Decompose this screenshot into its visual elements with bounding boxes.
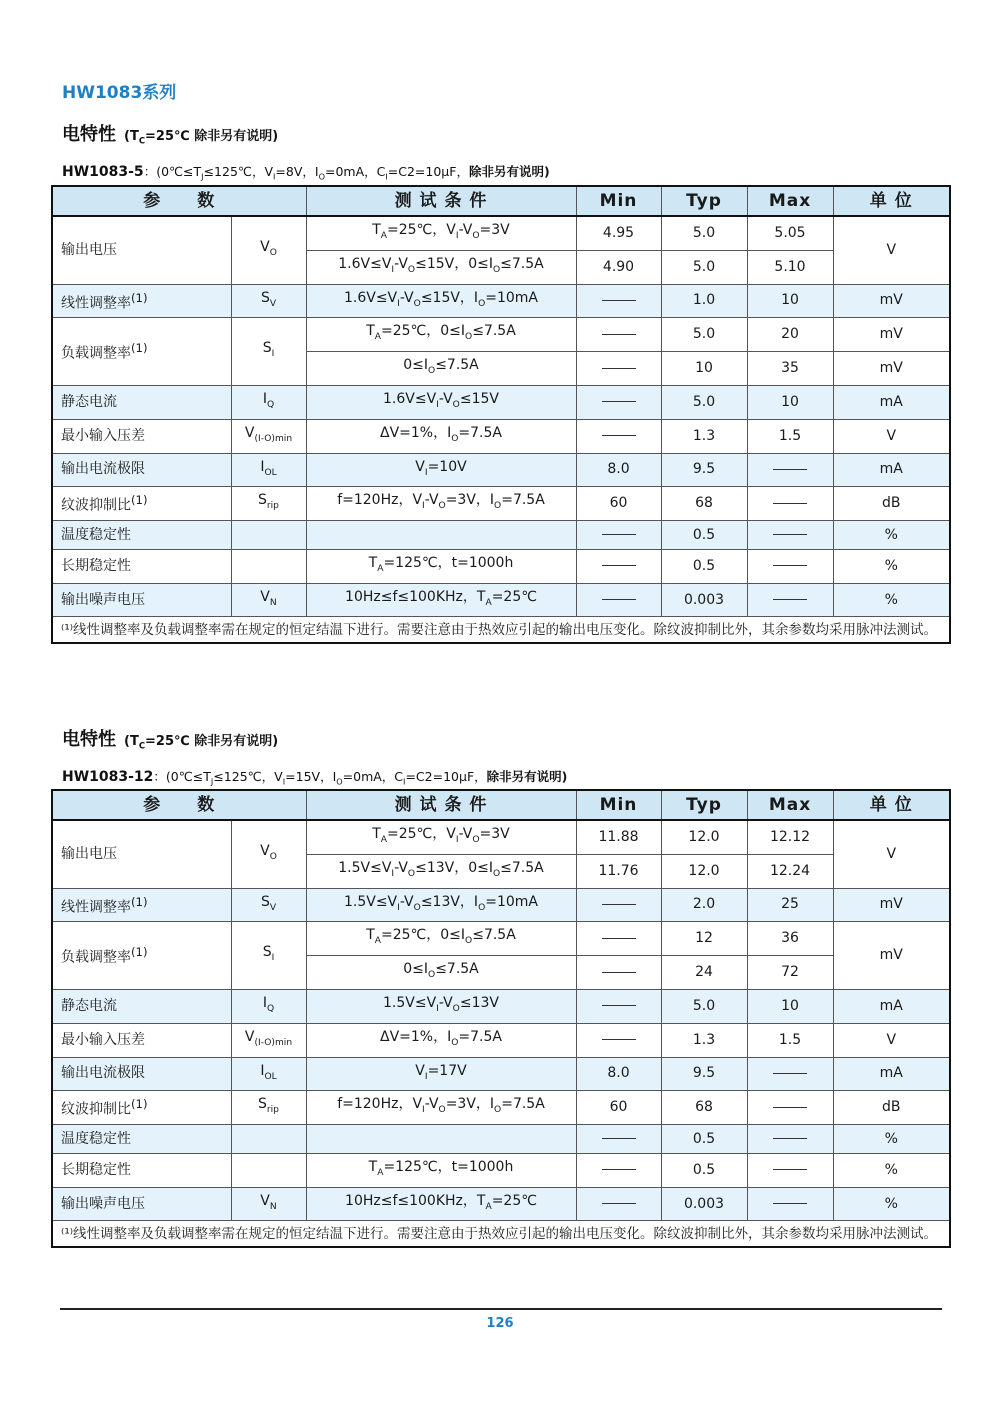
value-min <box>576 956 661 990</box>
value-max: 10 <box>747 385 833 419</box>
conditions-note: 除非另有说明) <box>486 769 568 784</box>
test-condition: $0\le I_O\le 7.5A$ <box>306 956 576 990</box>
table-row <box>52 820 950 854</box>
value-max: 72 <box>747 956 833 990</box>
unit: mV <box>833 318 950 352</box>
value-typ: 2.0 <box>661 888 747 922</box>
param-symbol: $V_O$ <box>231 216 306 284</box>
dash-mark <box>602 300 636 301</box>
value-max: 35 <box>747 352 833 386</box>
value-typ: 1.3 <box>661 1023 747 1057</box>
value-typ: 68 <box>661 487 747 521</box>
value-max: 5.10 <box>747 250 833 284</box>
value-typ: 5.0 <box>661 250 747 284</box>
param-symbol <box>231 521 306 550</box>
value-typ: 5.0 <box>661 989 747 1023</box>
test-condition: $1.5V\le V_I-V_O\le 13V$，$0\le I_O\le 7.5A$ <box>306 854 576 888</box>
test-condition: $T_A=25℃$，$0\le I_O\le 7.5A$ <box>306 922 576 956</box>
value-typ: 0.003 <box>661 583 747 617</box>
value-max: 12.12 <box>747 820 833 854</box>
param-name: 静态电流 <box>52 989 231 1023</box>
value-typ: 12.0 <box>661 854 747 888</box>
param-symbol: $S_{rip}$ <box>231 1091 306 1125</box>
unit: mA <box>833 989 950 1023</box>
value-max <box>747 583 833 617</box>
value-min <box>576 888 661 922</box>
unit: mV <box>833 284 950 318</box>
table-row <box>52 1057 950 1091</box>
value-min: 8.0 <box>576 453 661 487</box>
header-min: Min <box>576 186 661 216</box>
header-param: 参 数 <box>52 790 306 820</box>
value-typ: 12.0 <box>661 820 747 854</box>
test-condition: $T_A=25℃$，$V_I-V_O=3V$ <box>306 216 576 250</box>
value-max: 36 <box>747 922 833 956</box>
value-min <box>576 549 661 583</box>
dash-mark <box>602 938 636 939</box>
table-row <box>52 453 950 487</box>
param-symbol: $V_{(I-O)min}$ <box>231 1023 306 1057</box>
table-header-row <box>52 790 950 820</box>
table-row <box>52 583 950 617</box>
value-typ: 0.5 <box>661 521 747 550</box>
unit: % <box>833 521 950 550</box>
unit: % <box>833 549 950 583</box>
value-min: 11.76 <box>576 854 661 888</box>
param-name: 输出电流极限 <box>52 1057 231 1091</box>
param-name: 温度稳定性 <box>52 1125 231 1154</box>
test-condition: $T_A=125℃$，t=1000h <box>306 1153 576 1187</box>
param-symbol: $S_V$ <box>231 888 306 922</box>
value-min <box>576 1187 661 1221</box>
table-header-row <box>52 186 950 216</box>
test-condition: $1.6V\le V_I-V_O\le 15V$，$I_O=10mA$ <box>306 284 576 318</box>
value-typ: 24 <box>661 956 747 990</box>
table-row <box>52 549 950 583</box>
section-title-text: 电特性 <box>62 729 116 750</box>
table-row <box>52 1153 950 1187</box>
param-name: 输出电压 <box>52 216 231 284</box>
table-row <box>52 487 950 521</box>
dash-mark <box>773 1073 807 1074</box>
value-min <box>576 521 661 550</box>
dash-mark <box>602 435 636 436</box>
param-symbol: $I_{OL}$ <box>231 453 306 487</box>
section-title <box>62 725 278 751</box>
value-min: 4.95 <box>576 216 661 250</box>
dash-mark <box>773 1203 807 1204</box>
value-typ: 0.5 <box>661 549 747 583</box>
series-title: HW1083系列 <box>62 83 177 103</box>
param-name: 输出电压 <box>52 820 231 888</box>
dash-mark <box>602 368 636 369</box>
header-conditions: 测 试 条 件 <box>306 790 576 820</box>
table-row <box>52 1023 950 1057</box>
dash-mark <box>773 534 807 535</box>
table-row <box>52 216 950 250</box>
unit: dB <box>833 1091 950 1125</box>
value-max <box>747 1153 833 1187</box>
param-name: 长期稳定性 <box>52 549 231 583</box>
unit: mA <box>833 453 950 487</box>
value-max <box>747 521 833 550</box>
header-max: Max <box>747 790 833 820</box>
dash-mark <box>773 469 807 470</box>
unit: % <box>833 583 950 617</box>
header-unit: 单 位 <box>833 186 950 216</box>
test-condition: $1.6V\le V_I-V_O\le 15V$ <box>306 385 576 419</box>
param-symbol: $I_{OL}$ <box>231 1057 306 1091</box>
value-min <box>576 1125 661 1154</box>
footnote-row <box>52 617 950 644</box>
param-name: 输出电流极限 <box>52 453 231 487</box>
param-symbol: $V_N$ <box>231 1187 306 1221</box>
spec-table-hw1083-5 <box>51 185 951 644</box>
value-typ: 12 <box>661 922 747 956</box>
value-max <box>747 1125 833 1154</box>
unit: dB <box>833 487 950 521</box>
value-typ: 10 <box>661 352 747 386</box>
value-min <box>576 284 661 318</box>
header-min: Min <box>576 790 661 820</box>
dash-mark <box>602 401 636 402</box>
unit: % <box>833 1125 950 1154</box>
value-min: 8.0 <box>576 1057 661 1091</box>
value-min <box>576 583 661 617</box>
param-symbol: $V_O$ <box>231 820 306 888</box>
test-condition: $1.5V\le V_I-V_O\le 13V$，$I_O=10mA$ <box>306 888 576 922</box>
test-condition: $0\le I_O\le 7.5A$ <box>306 352 576 386</box>
param-name: 最小输入压差 <box>52 419 231 453</box>
footnote: ⁽¹⁾线性调整率及负载调整率需在规定的恒定结温下进行。需要注意由于热效应引起的输出电压变化。除纹波抑制比外，其余参数均采用脉冲法测试。 <box>52 1221 950 1248</box>
dash-mark <box>602 534 636 535</box>
header-unit: 单 位 <box>833 790 950 820</box>
unit: mV <box>833 888 950 922</box>
param-name: 最小输入压差 <box>52 1023 231 1057</box>
test-condition: $V_I=17V$ <box>306 1057 576 1091</box>
param-symbol: $S_{rip}$ <box>231 487 306 521</box>
param-name: 线性调整率$^{(1)}$ <box>52 284 231 318</box>
dash-mark <box>773 565 807 566</box>
dash-mark <box>773 1107 807 1108</box>
table-row <box>52 1125 950 1154</box>
model-name: HW1083-5 <box>62 164 144 180</box>
param-symbol <box>231 549 306 583</box>
table-row <box>52 888 950 922</box>
conditions-text: ：($0℃\le T_J\le 125℃$，$V_I=8V$，$I_O=0mA$，$C_I=C2=10\mu F$， <box>143 164 469 182</box>
table-row <box>52 284 950 318</box>
table-row <box>52 385 950 419</box>
unit: V <box>833 216 950 284</box>
conditions-note: 除非另有说明) <box>468 164 550 179</box>
dash-mark <box>602 972 636 973</box>
test-condition: ΔV=1%，$I_O=7.5A$ <box>306 419 576 453</box>
value-max <box>747 487 833 521</box>
header-typ: Typ <box>661 790 747 820</box>
unit: mA <box>833 1057 950 1091</box>
param-name: 长期稳定性 <box>52 1153 231 1187</box>
param-symbol: $S_I$ <box>231 922 306 990</box>
value-min <box>576 989 661 1023</box>
test-condition <box>306 1125 576 1154</box>
param-symbol <box>231 1125 306 1154</box>
test-condition: $T_A=25℃$，$0\le I_O\le 7.5A$ <box>306 318 576 352</box>
param-name: 纹波抑制比$^{(1)}$ <box>52 487 231 521</box>
dash-mark <box>602 904 636 905</box>
value-typ: 5.0 <box>661 216 747 250</box>
value-max: 20 <box>747 318 833 352</box>
test-condition: $1.5V\le V_I-V_O\le 13V$ <box>306 989 576 1023</box>
value-min <box>576 1153 661 1187</box>
page-number: 126 <box>486 1316 514 1331</box>
value-max: 12.24 <box>747 854 833 888</box>
param-name: 静态电流 <box>52 385 231 419</box>
header-typ: Typ <box>661 186 747 216</box>
param-name: 纹波抑制比$^{(1)}$ <box>52 1091 231 1125</box>
value-typ: 9.5 <box>661 453 747 487</box>
value-min: 11.88 <box>576 820 661 854</box>
unit: V <box>833 1023 950 1057</box>
footnote: ⁽¹⁾线性调整率及负载调整率需在规定的恒定结温下进行。需要注意由于热效应引起的输出电压变化。除纹波抑制比外，其余参数均采用脉冲法测试。 <box>52 617 950 644</box>
value-typ: 1.0 <box>661 284 747 318</box>
unit: mV <box>833 922 950 990</box>
test-conditions <box>62 162 550 182</box>
value-max <box>747 1057 833 1091</box>
value-min <box>576 1023 661 1057</box>
dash-mark <box>602 599 636 600</box>
param-symbol: $S_I$ <box>231 318 306 386</box>
value-min <box>576 318 661 352</box>
dash-mark <box>602 565 636 566</box>
model-name: HW1083-12 <box>62 769 154 785</box>
test-conditions <box>62 767 567 787</box>
value-max <box>747 549 833 583</box>
value-typ: 68 <box>661 1091 747 1125</box>
value-min: 60 <box>576 1091 661 1125</box>
value-typ: 0.5 <box>661 1153 747 1187</box>
test-condition: 10Hz≤f≤100KHz，$T_A=25℃$ <box>306 1187 576 1221</box>
param-name: 温度稳定性 <box>52 521 231 550</box>
value-typ: 1.3 <box>661 419 747 453</box>
table-row <box>52 419 950 453</box>
param-symbol: $V_{(I-O)min}$ <box>231 419 306 453</box>
test-condition: ΔV=1%，$I_O=7.5A$ <box>306 1023 576 1057</box>
test-condition: f=120Hz，$V_I-V_O=3V$，$I_O=7.5A$ <box>306 487 576 521</box>
unit: % <box>833 1153 950 1187</box>
test-condition: $1.6V\le V_I-V_O\le 15V$，$0\le I_O\le 7.5A$ <box>306 250 576 284</box>
value-max: 25 <box>747 888 833 922</box>
value-typ: 0.003 <box>661 1187 747 1221</box>
param-name: 负载调整率$^{(1)}$ <box>52 922 231 990</box>
dash-mark <box>602 1039 636 1040</box>
dash-mark <box>773 503 807 504</box>
header-max: Max <box>747 186 833 216</box>
param-symbol: $V_N$ <box>231 583 306 617</box>
section-title <box>62 120 278 146</box>
test-condition: $T_A=125℃$，t=1000h <box>306 549 576 583</box>
param-symbol: $S_V$ <box>231 284 306 318</box>
value-max: 5.05 <box>747 216 833 250</box>
param-symbol: $I_Q$ <box>231 385 306 419</box>
unit: mV <box>833 352 950 386</box>
section-subtitle: ($T_C=25℃$ 除非另有说明) <box>124 734 279 751</box>
table-row <box>52 1091 950 1125</box>
value-typ: 5.0 <box>661 318 747 352</box>
table-row <box>52 521 950 550</box>
value-max: 10 <box>747 284 833 318</box>
header-param: 参 数 <box>52 186 306 216</box>
dash-mark <box>602 1203 636 1204</box>
table-row <box>52 1187 950 1221</box>
value-max <box>747 1187 833 1221</box>
unit: mA <box>833 385 950 419</box>
dash-mark <box>773 1169 807 1170</box>
value-min <box>576 385 661 419</box>
table-row <box>52 922 950 956</box>
param-name: 负载调整率$^{(1)}$ <box>52 318 231 386</box>
unit: V <box>833 820 950 888</box>
param-name: 线性调整率$^{(1)}$ <box>52 888 231 922</box>
table-row <box>52 989 950 1023</box>
value-typ: 5.0 <box>661 385 747 419</box>
dash-mark <box>602 1005 636 1006</box>
value-min <box>576 419 661 453</box>
param-symbol: $I_Q$ <box>231 989 306 1023</box>
param-name: 输出噪声电压 <box>52 583 231 617</box>
table-row <box>52 318 950 352</box>
dash-mark <box>602 1169 636 1170</box>
value-max: 1.5 <box>747 419 833 453</box>
value-max <box>747 453 833 487</box>
unit: % <box>833 1187 950 1221</box>
value-min: 4.90 <box>576 250 661 284</box>
param-name: 输出噪声电压 <box>52 1187 231 1221</box>
section-title-text: 电特性 <box>62 124 116 145</box>
test-condition: 10Hz≤f≤100KHz，$T_A=25℃$ <box>306 583 576 617</box>
value-min <box>576 352 661 386</box>
dash-mark <box>773 599 807 600</box>
value-typ: 9.5 <box>661 1057 747 1091</box>
conditions-text: ：($0℃\le T_J\le 125℃$，$V_I=15V$，$I_O=0mA$，$C_I=C2=10\mu F$， <box>153 769 487 787</box>
value-max: 10 <box>747 989 833 1023</box>
section-subtitle: ($T_C=25℃$ 除非另有说明) <box>124 129 279 146</box>
footnote-row <box>52 1221 950 1248</box>
spec-table-hw1083-12 <box>51 789 951 1248</box>
header-conditions: 测 试 条 件 <box>306 186 576 216</box>
dash-mark <box>602 334 636 335</box>
test-condition: f=120Hz，$V_I-V_O=3V$，$I_O=7.5A$ <box>306 1091 576 1125</box>
value-max: 1.5 <box>747 1023 833 1057</box>
test-condition: $T_A=25℃$，$V_I-V_O=3V$ <box>306 820 576 854</box>
value-max <box>747 1091 833 1125</box>
test-condition <box>306 521 576 550</box>
dash-mark <box>602 1138 636 1139</box>
value-min: 60 <box>576 487 661 521</box>
dash-mark <box>773 1138 807 1139</box>
value-min <box>576 922 661 956</box>
test-condition: $V_I=10V$ <box>306 453 576 487</box>
value-typ: 0.5 <box>661 1125 747 1154</box>
footer-divider <box>60 1308 942 1310</box>
unit: V <box>833 419 950 453</box>
param-symbol <box>231 1153 306 1187</box>
